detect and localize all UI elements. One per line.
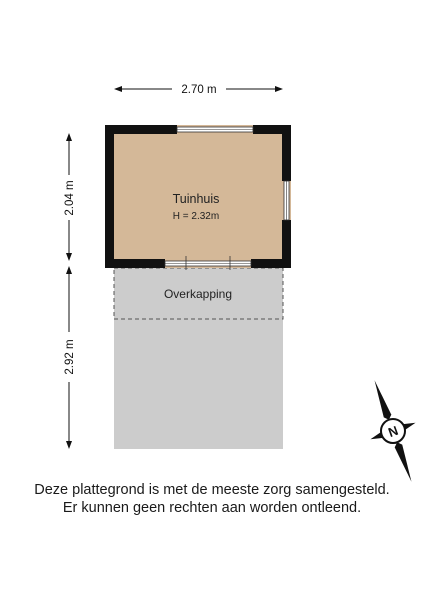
right-window bbox=[284, 181, 289, 220]
room-name-overkapping: Overkapping bbox=[163, 287, 233, 301]
dimension-width-label: 2.70 m bbox=[181, 84, 217, 96]
dimension-depth-covered-label: 2.92 m bbox=[64, 339, 76, 375]
room-height-tuinhuis: H = 2.32m bbox=[172, 211, 220, 222]
disclaimer-line-2: Er kunnen geen rechten aan worden ontleend. bbox=[62, 500, 362, 516]
compass-icon bbox=[352, 372, 424, 490]
disclaimer-line-1: Deze plattegrond is met de meeste zorg samengesteld. bbox=[34, 482, 390, 498]
room-name-tuinhuis: Tuinhuis bbox=[172, 192, 220, 206]
top-window bbox=[177, 127, 253, 132]
dimension-depth-room-label: 2.04 m bbox=[64, 180, 76, 216]
compass-north-label: N bbox=[386, 422, 401, 441]
